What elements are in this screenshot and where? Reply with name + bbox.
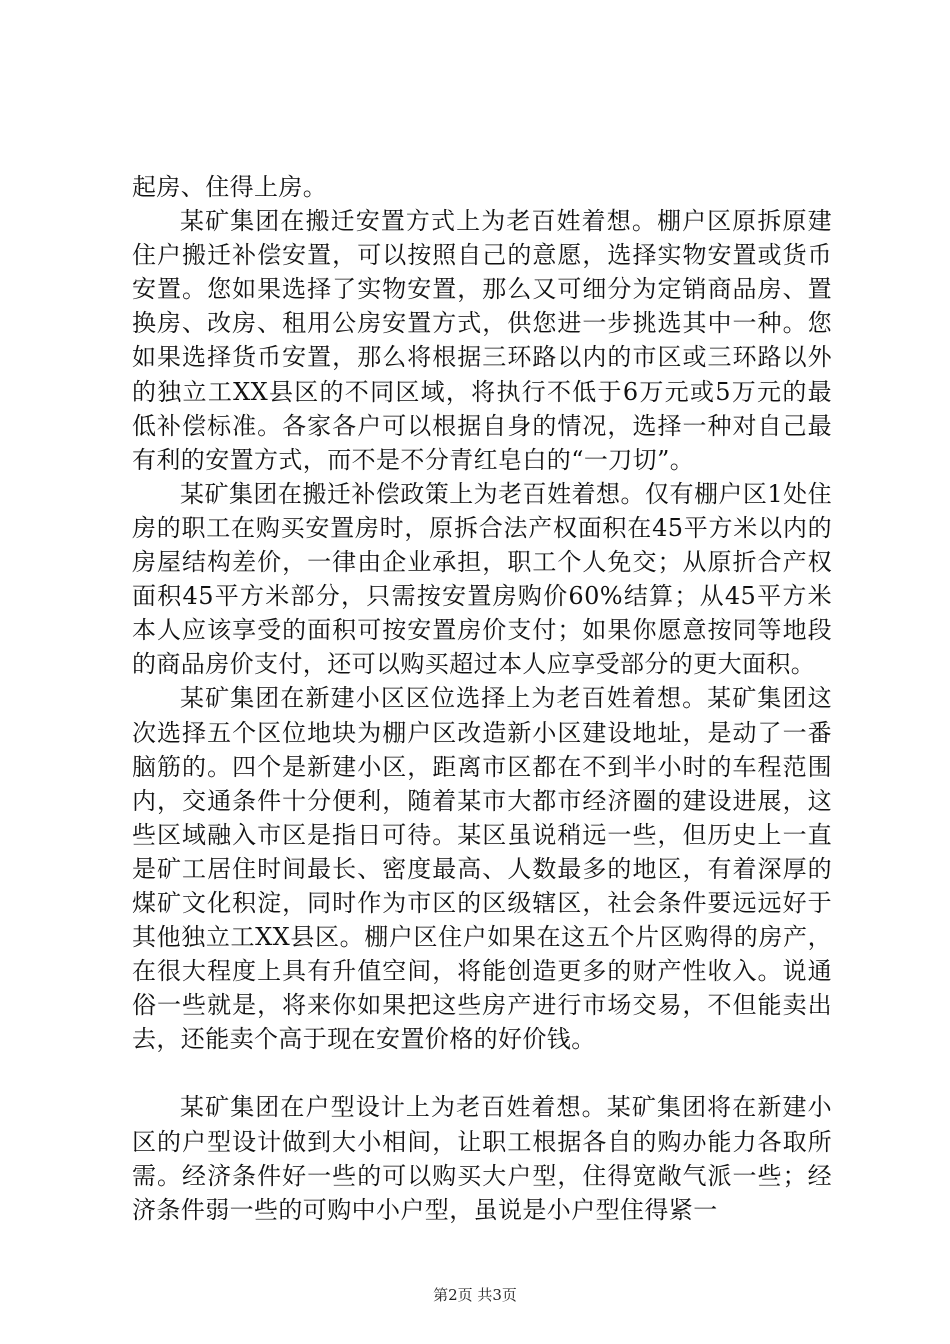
page-footer: 第2页 共3页 xyxy=(433,1286,517,1304)
paragraph-compensation-policy: 某矿集团在搬迁补偿政策上为老百姓着想。仅有棚户区1处住房的职工在购买安置房时，原拆合法产权面积在45平方米以内的房屋结构差价，一律由企业承担，职工个人免交；从原折合产权面积45平方米部分，只需按安置房购价60%结算；从45平方米本人应该享受的面积可按安置房价支付；如果你愿意按同等地段的商品房价支付，还可以购买超过本人应享受部分的更大面积。 xyxy=(132,479,832,679)
document-body xyxy=(132,170,832,1227)
paragraph-unit-design: 某矿集团在户型设计上为老百姓着想。某矿集团将在新建小区的户型设计做到大小相间，让职工根据各自的购办能力各取所需。经济条件好一些的可以购买大户型，住得宽敞气派一些；经济条件弱一些的可购中小户型，虽说是小户型住得紧一 xyxy=(132,1093,832,1224)
paragraph-relocation-method: 某矿集团在搬迁安置方式上为老百姓着想。棚户区原拆原建住户搬迁补偿安置，可以按照自己的意愿，选择实物安置或货币安置。您如果选择了实物安置，那么又可细分为定销商品房、置换房、改房、租用公房安置方式，供您进一步挑选其中一种。您如果选择货币安置，那么将根据三环路以内的市区或三环路以外的独立工XX县区的不同区域，将执行不低于6万元或5万元的最低补偿标准。各家各户可以根据自身的情况，选择一种对自己最有利的安置方式，而不是不分青红皂白的“一刀切”。 xyxy=(132,207,832,474)
paragraph-site-selection: 某矿集团在新建小区区位选择上为老百姓着想。某矿集团这次选择五个区位地块为棚户区改造新小区建设地址，是动了一番脑筋的。四个是新建小区，距离市区都在不到半小时的车程范围内，交通条件十分便利，随着某市大都市经济圈的建设进展，这些区域融入市区是指日可待。某区虽说稍远一些，但历史上一直是矿工居住时间最长、密度最高、人数最多的地区，有着深厚的煤矿文化积淀，同时作为市区的区级辖区，社会条件要远远好于其他独立工XX县区。棚户区住户如果在这五个片区购得的房产，在很大程度上具有升值空间，将能创造更多的财产性收入。说通俗一些就是，将来你如果把这些房产进行市场交易，不但能卖出去，还能卖个高于现在安置价格的好价钱。 xyxy=(132,684,832,1054)
paragraph-continuation: 起房、住得上房。 xyxy=(132,173,328,201)
paragraph-gap xyxy=(132,1056,832,1090)
